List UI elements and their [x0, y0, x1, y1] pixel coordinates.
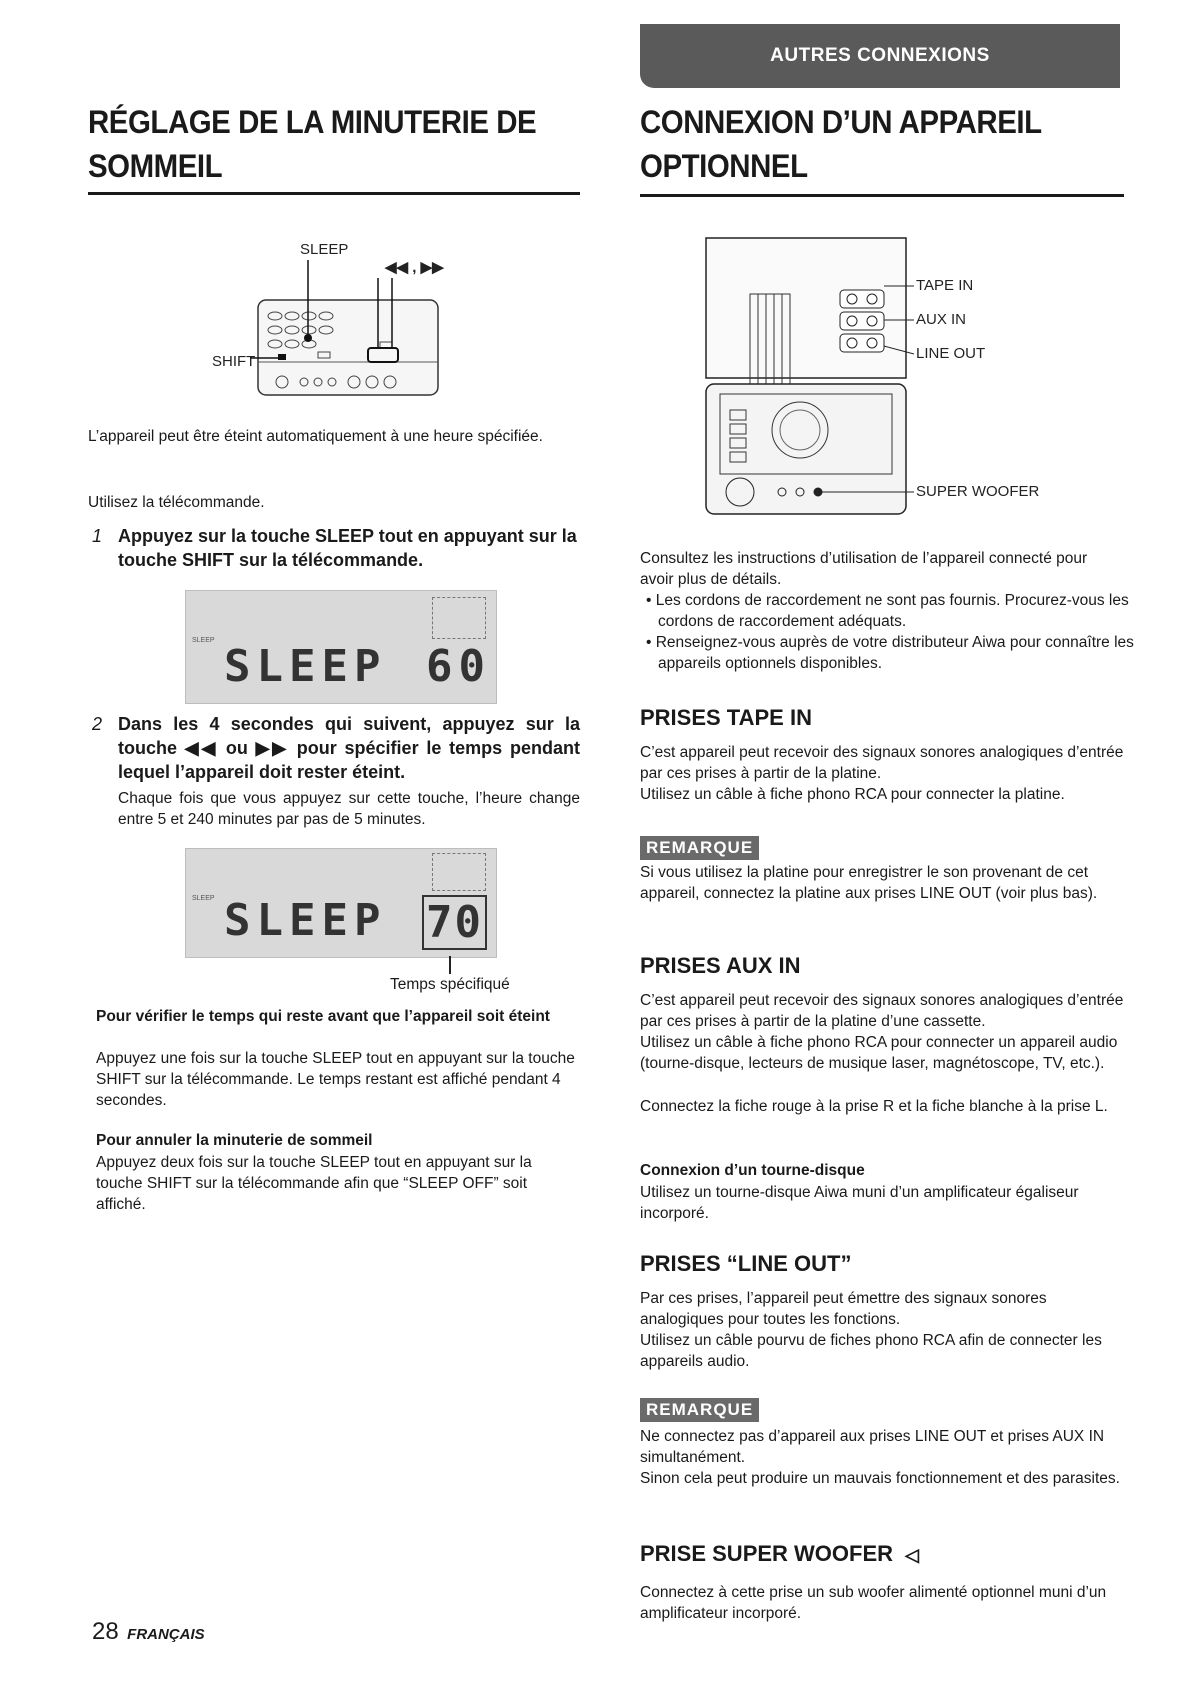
display2-value: 70: [422, 895, 487, 950]
step-2-body: Chaque fois que vous appuyez sur cette touche, l’heure change entre 5 et 240 minutes par pas de 5 minutes.: [118, 790, 580, 828]
sleep-label: SLEEP: [300, 241, 349, 258]
display2-caption: Temps spécifiqué: [390, 976, 510, 993]
display1-value: 60: [426, 641, 491, 692]
aux-in-heading: PRISES AUX IN: [640, 953, 801, 978]
aux-in-label: AUX IN: [916, 311, 967, 328]
footer: [92, 1618, 205, 1646]
remark-badge-1: REMARQUE: [640, 836, 759, 860]
left-title-line1: RÉGLAGE DE LA MINUTERIE DE: [88, 104, 537, 140]
bullet-1: • Les cordons de raccordement ne sont pas fournis. Procurez-vous les cordons de raccordement adéquats.: [646, 592, 1129, 630]
arrows-label: ◀◀ , ▶▶: [385, 259, 444, 276]
jack-block: [840, 290, 884, 352]
remark-badge-2: REMARQUE: [640, 1398, 759, 1422]
left-title-rule: [88, 192, 580, 195]
page-number: 28: [92, 1618, 119, 1645]
step-2-text: Dans les 4 secondes qui suivent, appuyez sur la touche ◀◀ ou ▶▶ pour spécifier le temps pendant lequel l’appareil doit rester éteint.: [118, 714, 580, 782]
display1-small-label: SLEEP: [192, 637, 215, 644]
aux-in-body-1: C’est appareil peut recevoir des signaux sonores analogiques d’entrée par ces prises à partir de la platine d’une cassette.: [640, 992, 1124, 1030]
left-use-remote: Utilisez la télécommande.: [88, 494, 265, 511]
shift-label: SHIFT: [212, 353, 256, 370]
bullet-2: • Renseignez-vous auprès de votre distributeur Aiwa pour connaître les appareils optionnels disponibles.: [646, 634, 1134, 672]
step-1-number: 1: [92, 526, 103, 546]
speaker-icon: ◁: [905, 1545, 920, 1565]
remark-2a: Ne connectez pas d’appareil aux prises LINE OUT et prises AUX IN simultanément.: [640, 1428, 1105, 1466]
display2-small-label: SLEEP: [192, 895, 215, 902]
cancel-heading: Pour annuler la minuterie de sommeil: [96, 1132, 373, 1149]
remark-2b: Sinon cela peut produire un mauvais fonctionnement et des parasites.: [640, 1470, 1120, 1487]
check-body: Appuyez une fois sur la touche SLEEP tout en appuyant sur la touche SHIFT sur la télécommande. Le temps restant est affiché pendant 4 secondes.: [96, 1050, 575, 1109]
sleep-key: [304, 334, 312, 342]
line-out-label: LINE OUT: [916, 345, 986, 362]
right-intro: Consultez les instructions d’utilisation de l’appareil connecté pour avoir plus de détails.: [640, 550, 1088, 588]
tape-in-label: TAPE IN: [916, 277, 974, 294]
left-title-line2: SOMMEIL: [88, 148, 223, 184]
step-2-number: 2: [92, 714, 103, 734]
footer-language: FRANÇAIS: [127, 1626, 205, 1643]
step-1: [88, 524, 580, 572]
display-sleep-70: [185, 848, 497, 958]
display-sleep-60: [185, 590, 497, 704]
turntable-heading: Connexion d’un tourne-disque: [640, 1162, 865, 1179]
step-2: [88, 712, 580, 784]
step-1-text: Appuyez sur la touche SLEEP tout en appuyant sur la touche SHIFT sur la télécommande.: [118, 526, 577, 570]
line-out-body-2: Utilisez un câble pourvu de fiches phono RCA afin de connecter les appareils audio.: [640, 1332, 1102, 1370]
cancel-body: Appuyez deux fois sur la touche SLEEP tout en appuyant sur la touche SHIFT sur la télécommande afin que “SLEEP OFF” soit affiché.: [96, 1154, 532, 1213]
super-woofer-body: Connectez à cette prise un sub woofer alimenté optionnel muni d’un amplificateur incorporé.: [640, 1584, 1107, 1622]
shift-key: [278, 354, 286, 360]
line-out-heading: PRISES “LINE OUT”: [640, 1251, 852, 1276]
caption-pointer: [449, 956, 451, 974]
right-title-line1: CONNEXION D’UN APPAREIL: [640, 104, 1042, 140]
right-title: [640, 100, 1042, 188]
section-tab: [640, 24, 1120, 88]
right-title-line2: OPTIONNEL: [640, 148, 808, 184]
super-woofer-heading-text: PRISE SUPER WOOFER: [640, 1541, 894, 1566]
display2-dot-matrix: [432, 853, 486, 891]
tape-in-body-1: C’est appareil peut recevoir des signaux sonores analogiques d’entrée par ces prises à partir de la platine.: [640, 744, 1124, 782]
line-out-body-1: Par ces prises, l’appareil peut émettre des signaux sonores analogiques pour toutes les fonctions.: [640, 1290, 1047, 1328]
connection-diagram: [690, 234, 1070, 524]
right-title-rule: [640, 194, 1124, 197]
left-title: [88, 100, 536, 188]
super-woofer-heading: [640, 1540, 919, 1569]
check-heading: Pour vérifier le temps qui reste avant que l’appareil soit éteint: [96, 1008, 550, 1025]
aux-in-body-3: Connectez la fiche rouge à la prise R et la fiche blanche à la prise L.: [640, 1098, 1108, 1115]
turntable-body: Utilisez un tourne-disque Aiwa muni d’un amplificateur égaliseur incorporé.: [640, 1184, 1079, 1222]
tape-in-heading: PRISES TAPE IN: [640, 705, 812, 730]
display2-text: SLEEP: [224, 895, 387, 946]
section-tab-label: AUTRES CONNEXIONS: [770, 45, 990, 66]
display1-text: SLEEP: [224, 641, 387, 692]
aux-in-body-2: Utilisez un câble à fiche phono RCA pour connecter un appareil audio (tourne-disque, lecteurs de musique laser, magnétoscope, TV, etc.).: [640, 1034, 1118, 1072]
tape-in-body-2: Utilisez un câble à fiche phono RCA pour connecter la platine.: [640, 786, 1065, 803]
super-woofer-label: SUPER WOOFER: [916, 483, 1040, 500]
remote-diagram: [200, 230, 460, 400]
display1-dot-matrix: [432, 597, 486, 639]
remark-1: Si vous utilisez la platine pour enregistrer le son provenant de cet appareil, connectez la platine aux prises LINE OUT (voir plus bas).: [640, 864, 1098, 902]
super-woofer-jack: [814, 488, 822, 496]
left-intro: L’appareil peut être éteint automatiquement à une heure spécifiée.: [88, 428, 543, 445]
